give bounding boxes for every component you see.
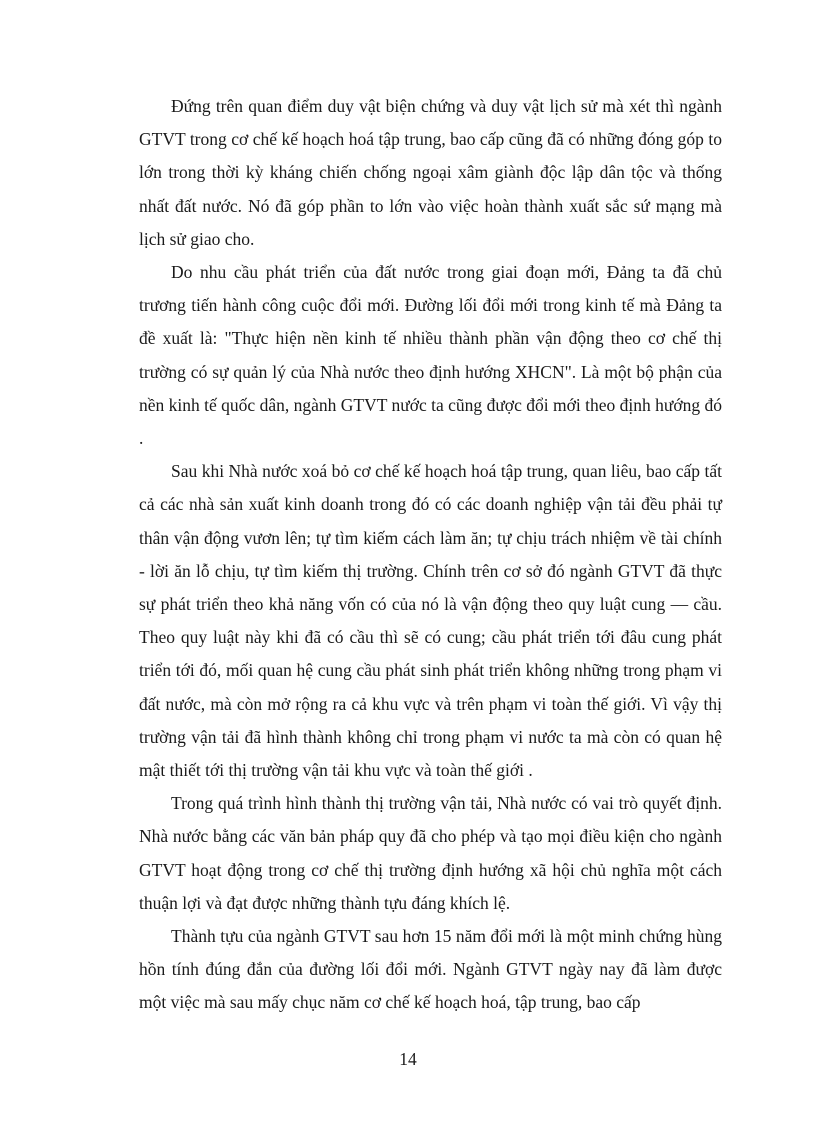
page-number: 14 — [399, 1049, 417, 1069]
paragraph: Đứng trên quan điểm duy vật biện chứng và duy vật lịch sử mà xét thì ngành GTVT trong cơ chế kế hoạch hoá tập trung, bao cấp cũng đã có những đóng góp to lớn trong thời kỳ kháng chiến chống ngoại xâm giành độc lập dân tộc và thống nhất đất nước. Nó đã góp phần to lớn vào việc hoàn thành xuất sắc sứ mạng mà lịch sử giao cho. — [139, 96, 722, 249]
paragraph: Trong quá trình hình thành thị trường vận tải, Nhà nước có vai trò quyết định. Nhà nước bằng các văn bản pháp quy đã cho phép và tạo mọi điều kiện cho ngành GTVT hoạt động trong cơ chế thị trường định hướng xã hội chủ nghĩa một cách thuận lợi và đạt được những thành tựu đáng khích lệ. — [139, 793, 722, 913]
body-text — [139, 90, 722, 1020]
paragraph: Do nhu cầu phát triển của đất nước trong giai đoạn mới, Đảng ta đã chủ trương tiến hành công cuộc đổi mới. Đường lối đổi mới trong kinh tế mà Đảng ta đề xuất là: "Thực hiện nền kinh tế nhiều thành phần vận động theo cơ chế thị trường có sự quản lý của Nhà nước theo định hướng XHCN". Là một bộ phận của nền kinh tế quốc dân, ngành GTVT nước ta cũng được đổi mới theo định hướng đó . — [139, 262, 722, 449]
paragraph: Sau khi Nhà nước xoá bỏ cơ chế kế hoạch hoá tập trung, quan liêu, bao cấp tất cả các nhà sản xuất kinh doanh trong đó có các doanh nghiệp vận tải đều phải tự thân vận động vươn lên; tự tìm kiếm cách làm ăn; tự chịu trách nhiệm về tài chính - lời ăn lỗ chịu, tự tìm kiếm thị trường. Chính trên cơ sở đó ngành GTVT đã thực sự phát triển theo khả năng vốn có của nó là vận động theo quy luật cung — cầu. Theo quy luật này khi đã có cầu thì sẽ có cung; cầu phát triển tới đâu cung phát triển tới đó, mối quan hệ cung cầu phát sinh phát triển không những trong phạm vi đất nước, mà còn mở rộng ra cả khu vực và trên phạm vi toàn thế giới. Vì vậy thị trường vận tải đã hình thành không chỉ trong phạm vi nước ta mà còn có quan hệ mật thiết tới thị trường vận tải khu vực và toàn thế giới . — [139, 461, 722, 781]
paragraph: Thành tựu của ngành GTVT sau hơn 15 năm đổi mới là một minh chứng hùng hồn tính đúng đắn của đường lối đổi mới. Ngành GTVT ngày nay đã làm được một việc mà sau mấy chục năm cơ chế kế hoạch hoá, tập trung, bao cấp — [139, 926, 722, 1013]
